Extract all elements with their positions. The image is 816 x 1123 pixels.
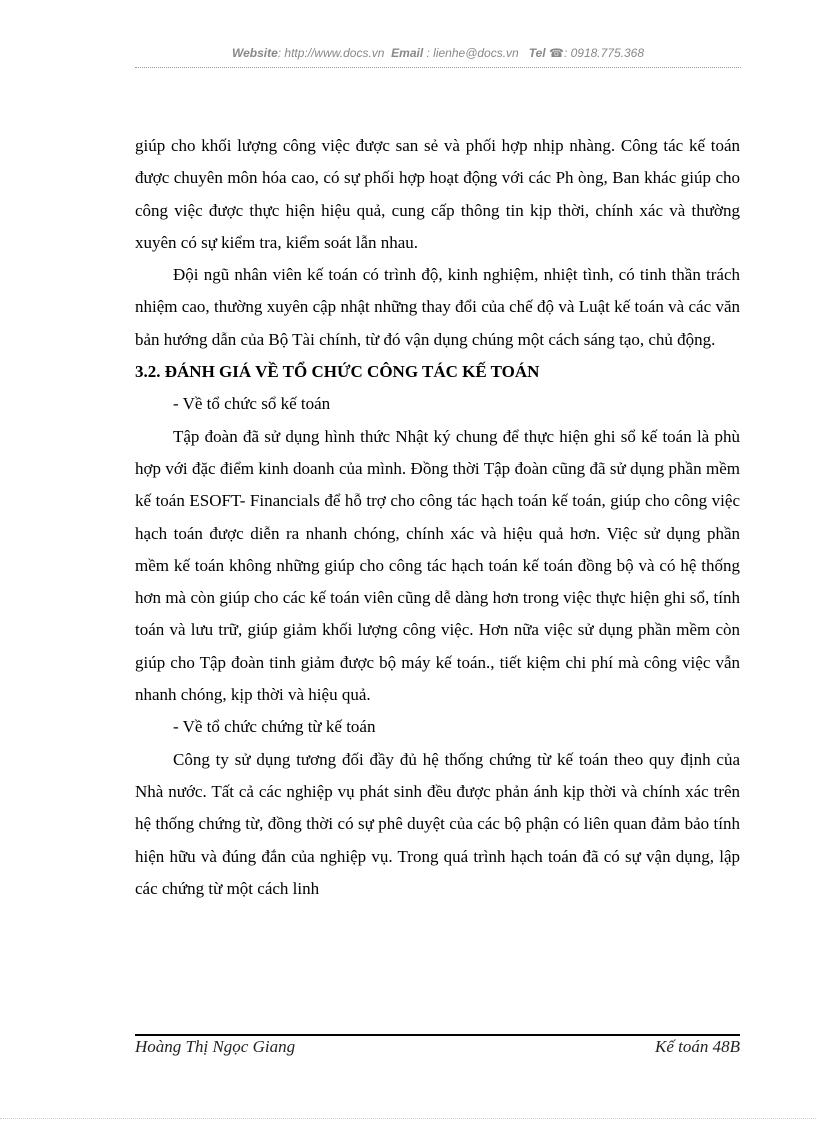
subheading-vouchers: - Về tổ chức chứng từ kế toán xyxy=(173,717,376,737)
paragraph-2: Đội ngũ nhân viên kế toán có trình độ, kinh nghiệm, nhiệt tình, có tinh thần trách nhiệm cao, thường xuyên cập nhật những thay đổi của chế độ và Luật kế toán và các văn bản hướng dẫn của Bộ Tài chính, từ đó vận dụng chúng một cách sáng tạo, chủ động. xyxy=(135,265,740,349)
tel-value: ☎: 0918.775.368 xyxy=(549,46,645,60)
paragraph-4: Công ty sử dụng tương đối đầy đủ hệ thống chứng từ kế toán theo quy định của Nhà nước. Tất cả các nghiệp vụ phát sinh đều được phản ánh kịp thời và chính xác trên hệ thống chứng từ, đồng thời có sự phê duyệt của các bộ phận có liên quan đảm bảo tính hiện hữu và đúng đắn của nghiệp vụ. Trong quá trình hạch toán đã có sự vận dụng, lập các chứng từ một cách linh xyxy=(135,749,740,898)
website-label: Website xyxy=(231,46,278,60)
email-label: Email xyxy=(391,46,424,60)
tel-label: Tel xyxy=(528,46,546,60)
page-header xyxy=(135,46,741,60)
subheading-ledger: - Về tổ chức sổ kế toán xyxy=(173,394,331,414)
document-body xyxy=(135,130,740,905)
footer-class: Kế toán 48B xyxy=(655,1037,740,1056)
website-value: : http://www.docs.vn xyxy=(277,46,385,60)
email-value: : lienhe@docs.vn xyxy=(426,46,519,60)
footer-divider xyxy=(135,1034,740,1036)
section-heading: 3.2. ĐÁNH GIÁ VỀ TỔ CHỨC CÔNG TÁC KẾ TOÁN xyxy=(135,362,540,382)
header-divider xyxy=(135,67,741,68)
paragraph-3: Tập đoàn đã sử dụng hình thức Nhật ký chung để thực hiện ghi sổ kế toán là phù hợp với đặc điểm kinh doanh của mình. Đồng thời Tập đoàn cũng đã sử dụng phần mềm kế toán ESOFT- Financials để hỗ trợ cho công tác hạch toán kế toán, giúp cho công việc hạch toán được diễn ra nhanh chóng, chính xác và hiệu quả hơn. Việc sử dụng phần mềm kế toán không những giúp cho công tác hạch toán kế toán đồng bộ và có hệ thống hơn mà còn giúp cho các kế toán viên cũng dễ dàng hơn trong việc thực hiện ghi sổ, tính toán và lưu trữ, giúp giảm khối lượng công việc. Hơn nữa việc sử dụng phần mềm còn giúp cho Tập đoàn tinh giảm được bộ máy kế toán., tiết kiệm chi phí mà công việc vẫn nhanh chóng, kịp thời và hiệu quả. xyxy=(135,426,740,705)
paragraph-1: giúp cho khối lượng công việc được san sẻ và phối hợp nhịp nhàng. Công tác kế toán được chuyên môn hóa cao, có sự phối hợp hoạt động với các Ph òng, Ban khác giúp cho công việc được thực hiện hiệu quả, cung cấp thông tin kịp thời, chính xác và thường xuyên có sự kiểm tra, kiểm soát lẫn nhau. xyxy=(135,136,740,252)
page-bottom-divider xyxy=(0,1118,816,1119)
footer-author: Hoàng Thị Ngọc Giang xyxy=(135,1037,296,1056)
